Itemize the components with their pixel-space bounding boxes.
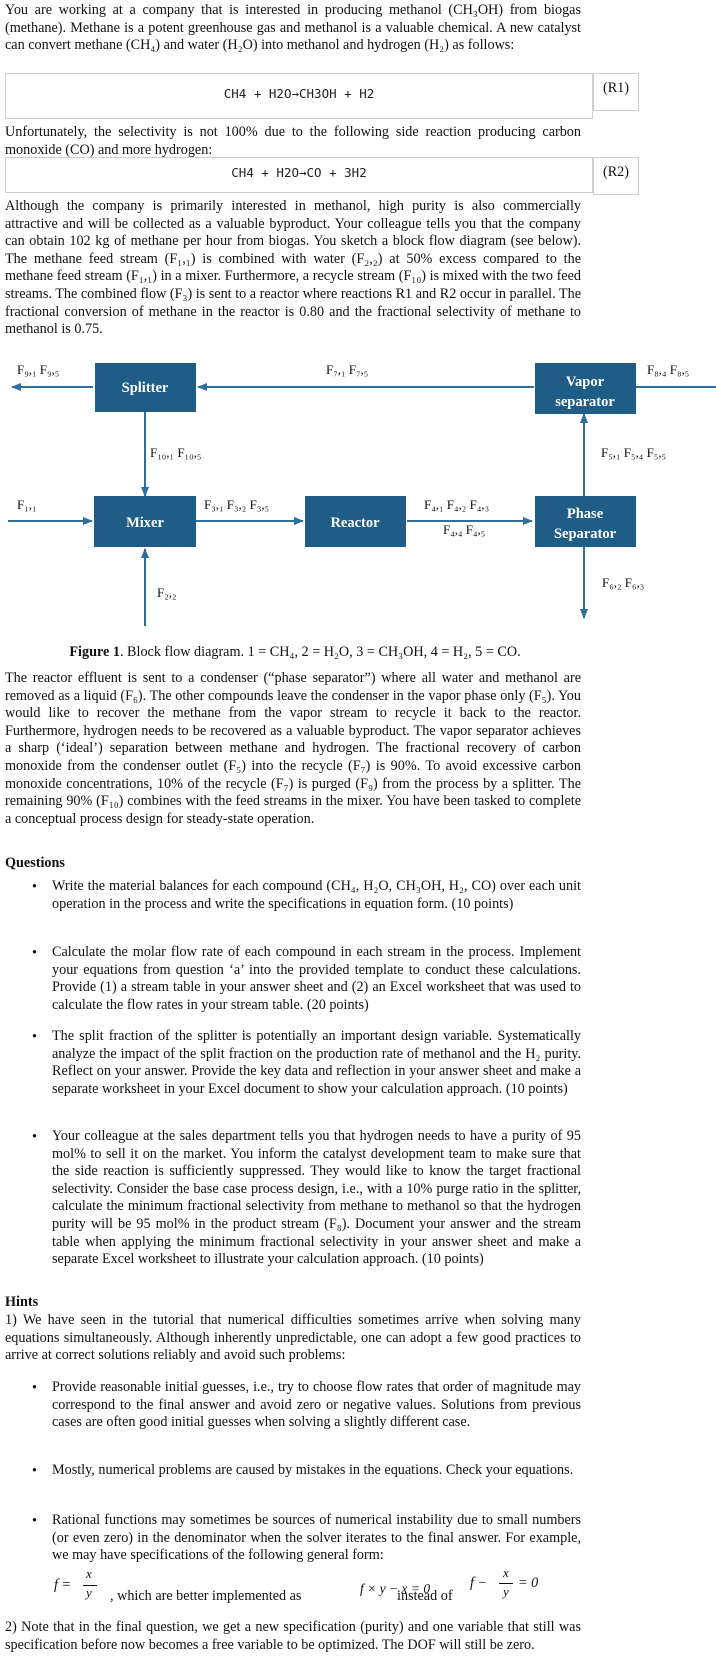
hint-2-paragraph: 2) Note that in the final question, we get a new specification (purity) and one variable that still was specification before now becomes a free variable to be optimized. The DOF will still be zero.	[5, 1619, 581, 1653]
formula-alt-numerator: x	[503, 1565, 509, 1580]
reactor-label: Reactor	[330, 515, 380, 531]
formula-which-text: , which are better implemented as	[110, 1588, 302, 1604]
bullet-icon: •	[32, 1029, 37, 1045]
stream-f4b-label: F₄,₄ F₄,₅	[443, 522, 486, 537]
hint-bullet-1: Provide reasonable initial guesses, i.e., try to choose flow rates that order of magnitude may correspond to the final answer and avoid zero or negative values. Solutions from previous cases are often good initial guesses when solving a slightly different case.	[52, 1379, 581, 1431]
phase-label-line2: Separator	[553, 526, 617, 542]
formula-alt-right: = 0	[518, 1575, 539, 1591]
formula-line	[0, 1565, 716, 1605]
mixer-label: Mixer	[126, 515, 164, 531]
hint-bullet-3: Rational functions may sometimes be sources of numerical instability due to small numbers (or even zero) in the denominator when the solver iterates to the final answer. For example, we may have specifications of the following general form:	[52, 1512, 581, 1564]
process-description-paragraph: Although the company is primarily interested in methanol, high purity is also commercially attractive and will be collected as a valuable byproduct. Your colleague tells you that the company can obtain 102 kg of methane per hour from biogas. You sketch a block flow diagram (see below). The methane feed stream (F₁,₁) is combined with water (F₂,₂) at 50% excess compared to the methane feed stream (F₁,₁) in a mixer. Furthermore, a recycle stream (F₁₀) is mixed with the two feed streams. The combined flow (F₃) is sent to a reactor where reactions R1 and R2 occur in parallel. The fractional conversion of methane in the reactor is 0.80 and the fractional selectivity of methane to methanol is 0.75.	[5, 198, 581, 338]
stream-f4a-label: F₄,₁ F₄,₂ F₄,₃	[424, 497, 490, 512]
hint-1-paragraph: 1) We have seen in the tutorial that numerical difficulties sometimes arrive when solving many equations simultaneously. Although inherently unpredictable, one can adopt a few good practices to arrive at correct solutions reliably and avoid such problems:	[5, 1312, 581, 1364]
formula-f-equals: f =	[54, 1577, 72, 1593]
formula-instead-text: instead of	[397, 1588, 453, 1604]
bullet-icon: •	[32, 1513, 37, 1529]
stream-f3-label: F₃,₁ F₃,₂ F₃,₅	[204, 497, 270, 512]
stream-f7-label: F₇,₁ F₇,₅	[326, 362, 369, 377]
stream-f10-label: F₁₀,₁ F₁₀,₅	[150, 445, 202, 460]
formula-implementation: f × y − x = 0	[360, 1581, 431, 1596]
vapor-label-line1: Vapor	[565, 374, 605, 390]
question-1: Write the material balances for each compound (CH₄, H₂O, CH₃OH, H₂, CO) over each unit operation in the process and write the specifications in equation form. (10 points)	[52, 878, 581, 912]
reaction-1-box	[5, 73, 637, 119]
phase-label-line1: Phase	[566, 506, 604, 522]
question-3: The split fraction of the splitter is potentially an important design variable. Systematically analyze the impact of the split fraction on the production rate of methanol and the H₂ purity. Reflect on your answer. Provide the key data and reflection in your answer sheet and make a separate worksheet in your Excel document to show your calculation approach. (10 points)	[52, 1028, 581, 1097]
stream-f5-label: F₅,₁ F₅,₄ F₅,₅	[601, 445, 667, 460]
hints-heading: Hints	[5, 1294, 39, 1310]
figure-caption-label: Figure 1	[69, 644, 120, 660]
stream-f9-label: F₉,₁ F₉,₅	[17, 362, 60, 377]
stream-f6-label: F₆,₂ F₆,₃	[602, 575, 645, 590]
bullet-icon: •	[32, 1463, 37, 1479]
reaction-1-label: (R1)	[602, 80, 629, 96]
hint-bullet-2: Mostly, numerical problems are caused by mistakes in the equations. Check your equations.	[52, 1462, 574, 1478]
formula-numerator: x	[86, 1566, 92, 1581]
bullet-icon: •	[32, 1380, 37, 1396]
reaction-2-box	[5, 157, 637, 203]
bullet-icon: •	[32, 1129, 37, 1145]
reaction-2-label: (R2)	[602, 164, 629, 180]
splitter-label: Splitter	[121, 380, 169, 396]
stream-f1-label: F₁,₁	[17, 497, 37, 512]
figure-caption-text: . Block flow diagram. 1 = CH₄, 2 = H₂O, 3 = CH₃OH, 4 = H₂, 5 = CO.	[119, 644, 521, 660]
figure-caption	[0, 644, 590, 661]
questions-heading: Questions	[5, 855, 65, 871]
reaction-2-equation: CH4 + H2O→CO + 3H2	[231, 165, 367, 180]
bullet-icon: •	[32, 945, 37, 961]
formula-alt-left: f −	[470, 1575, 488, 1591]
block-flow-diagram	[0, 356, 716, 634]
intro-paragraph: You are working at a company that is interested in producing methanol (CH₃OH) from biogas (methane). Methane is a potent greenhouse gas and methanol is a valuable chemical. A new catalyst can convert methane (CH₄) and water (H₂O) into methanol and hydrogen (H₂) as follows:	[5, 2, 581, 54]
reaction-1-equation: CH4 + H2O→CH3OH + H2	[223, 86, 375, 101]
bullet-icon: •	[32, 879, 37, 895]
question-2: Calculate the molar flow rate of each compound in each stream in the process. Implement your equations from question ‘a’ into the provided template to conduct these calculations. Provide (1) a stream table in your answer sheet and (2) an Excel worksheet that was used to calculate the flow rates in your stream table. (20 points)	[52, 944, 581, 1013]
question-4: Your colleague at the sales department tells you that hydrogen needs to have a purity of 95 mol% to sell it on the market. You inform the catalyst development team to make sure that the side reaction is sufficiently suppressed. They would like to know the target fractional selectivity. Consider the base case process design, i.e., with a 10% purge ratio in the splitter, calculate the minimum fractional selectivity from methane to methanol so that the hydrogen purity will be 95 mol% in the product stream (F₈). Document your answer and the stream table when applying the minimum fractional selectivity in your answer sheet and make a separate Excel worksheet to illustrate your calculation approach. (10 points)	[52, 1128, 581, 1268]
stream-f8-label: F₈,₄ F₈,₅	[647, 362, 690, 377]
side-reaction-paragraph: Unfortunately, the selectivity is not 100% due to the following side reaction producing carbon monoxide (CO) and more hydrogen:	[5, 124, 581, 158]
stream-f2-label: F₂,₂	[157, 585, 177, 600]
formula-alt-denominator: y	[503, 1584, 509, 1599]
vapor-label-line2: separator	[555, 394, 615, 410]
effluent-paragraph: The reactor effluent is sent to a condenser (“phase separator”) where all water and methanol are removed as a liquid (F₆). The other compounds leave the condenser in the vapor phase only (F₅). You would like to recover the methane from the vapor stream to recycle it back to the reactor. Furthermore, hydrogen needs to be recovered as a valuable byproduct. The vapor separator achieves a sharp (‘ideal’) separation between methane and hydrogen. The fractional recovery of carbon monoxide from the condenser outlet (F₅) into the recycle (F₇) is 90%. To avoid excessive carbon monoxide concentrations, 10% of the recycle (F₇) is purged (F₉) from the process by a splitter. The remaining 90% (F₁₀) combines with the feed streams in the mixer. You have been tasked to complete a conceptual process design for steady-state operation.	[5, 670, 581, 827]
formula-denominator: y	[86, 1585, 92, 1600]
